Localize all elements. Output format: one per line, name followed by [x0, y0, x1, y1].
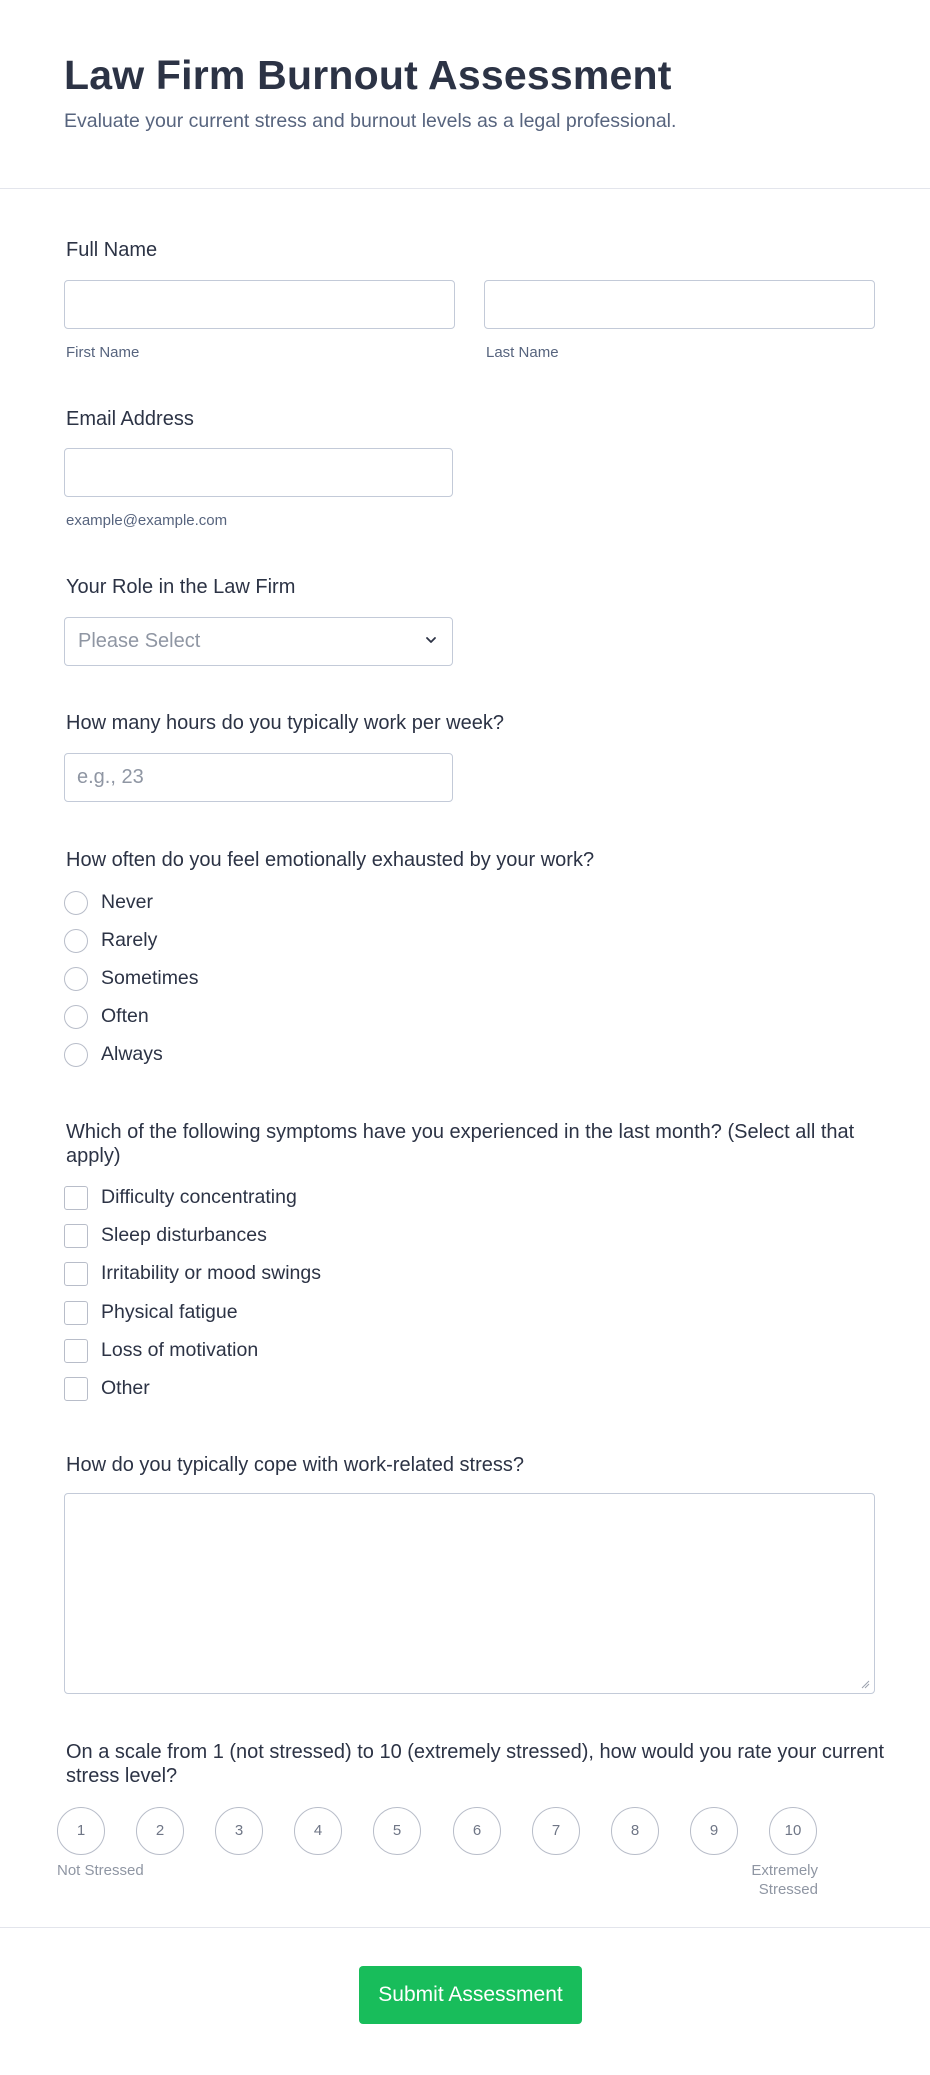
scale-option-6[interactable]: 6: [453, 1807, 501, 1855]
checkbox[interactable]: [64, 1224, 88, 1248]
checkbox-option-label: Physical fatigue: [101, 1301, 238, 1323]
role-select-value: Please Select: [78, 630, 201, 652]
radio-button[interactable]: [64, 967, 88, 991]
resize-grip-icon[interactable]: [860, 1679, 870, 1689]
hours-label: How many hours do you typically work per week?: [66, 712, 504, 734]
email-input[interactable]: [64, 448, 453, 497]
first-name-input[interactable]: [64, 280, 455, 329]
chevron-down-icon: [424, 633, 438, 647]
checkbox-option-label: Sleep disturbances: [101, 1224, 267, 1246]
scale-option-2[interactable]: 2: [136, 1807, 184, 1855]
checkbox-option-label: Other: [101, 1377, 150, 1399]
scale-option-5[interactable]: 5: [373, 1807, 421, 1855]
last-name-input[interactable]: [484, 280, 875, 329]
radio-button[interactable]: [64, 1043, 88, 1067]
page-title: Law Firm Burnout Assessment: [64, 52, 672, 98]
coping-label: How do you typically cope with work-related stress?: [66, 1454, 524, 1476]
scale-option-7[interactable]: 7: [532, 1807, 580, 1855]
exhaustion-label: How often do you feel emotionally exhausted by your work?: [66, 849, 595, 871]
footer-divider: [0, 1927, 930, 1928]
scale-option-9[interactable]: 9: [690, 1807, 738, 1855]
checkbox[interactable]: [64, 1301, 88, 1325]
coping-textarea[interactable]: [64, 1493, 875, 1694]
role-select[interactable]: [64, 617, 453, 666]
scale-option-3[interactable]: 3: [215, 1807, 263, 1855]
role-label: Your Role in the Law Firm: [66, 576, 296, 598]
checkbox-option-label: Difficulty concentrating: [101, 1186, 297, 1208]
submit-button[interactable]: Submit Assessment: [359, 1966, 582, 2024]
first-name-sublabel: First Name: [66, 344, 140, 361]
scale-high-label-line2: Stressed: [758, 1881, 818, 1898]
scale-low-label: Not Stressed: [57, 1862, 144, 1879]
scale-option-4[interactable]: 4: [294, 1807, 342, 1855]
radio-option-label: Sometimes: [101, 967, 199, 989]
radio-button[interactable]: [64, 1005, 88, 1029]
radio-option-label: Always: [101, 1043, 163, 1065]
scale-high-label-line1: Extremely: [751, 1862, 818, 1879]
scale-high-label: [748, 1861, 818, 1899]
stress-scale-label: On a scale from 1 (not stressed) to 10 (extremely stressed), how would you rate your current stress level?: [66, 1741, 885, 1787]
scale-option-1[interactable]: 1: [57, 1807, 105, 1855]
checkbox[interactable]: [64, 1186, 88, 1210]
symptoms-label: Which of the following symptoms have you experienced in the last month? (Select all that apply): [66, 1121, 855, 1167]
form-header: [0, 0, 930, 189]
hours-input[interactable]: [64, 753, 453, 802]
checkbox[interactable]: [64, 1262, 88, 1286]
radio-option-label: Often: [101, 1005, 149, 1027]
full-name-label: Full Name: [66, 239, 158, 261]
scale-option-8[interactable]: 8: [611, 1807, 659, 1855]
radio-option-label: Rarely: [101, 929, 158, 951]
radio-option-label: Never: [101, 891, 154, 913]
checkbox[interactable]: [64, 1339, 88, 1363]
page-subtitle: Evaluate your current stress and burnout levels as a legal professional.: [64, 110, 677, 132]
last-name-sublabel: Last Name: [486, 344, 559, 361]
checkbox-option-label: Loss of motivation: [101, 1339, 259, 1361]
radio-button[interactable]: [64, 891, 88, 915]
email-label: Email Address: [66, 408, 194, 430]
checkbox-option-label: Irritability or mood swings: [101, 1262, 321, 1284]
scale-option-10[interactable]: 10: [769, 1807, 817, 1855]
email-hint: example@example.com: [66, 512, 228, 529]
radio-button[interactable]: [64, 929, 88, 953]
checkbox[interactable]: [64, 1377, 88, 1401]
